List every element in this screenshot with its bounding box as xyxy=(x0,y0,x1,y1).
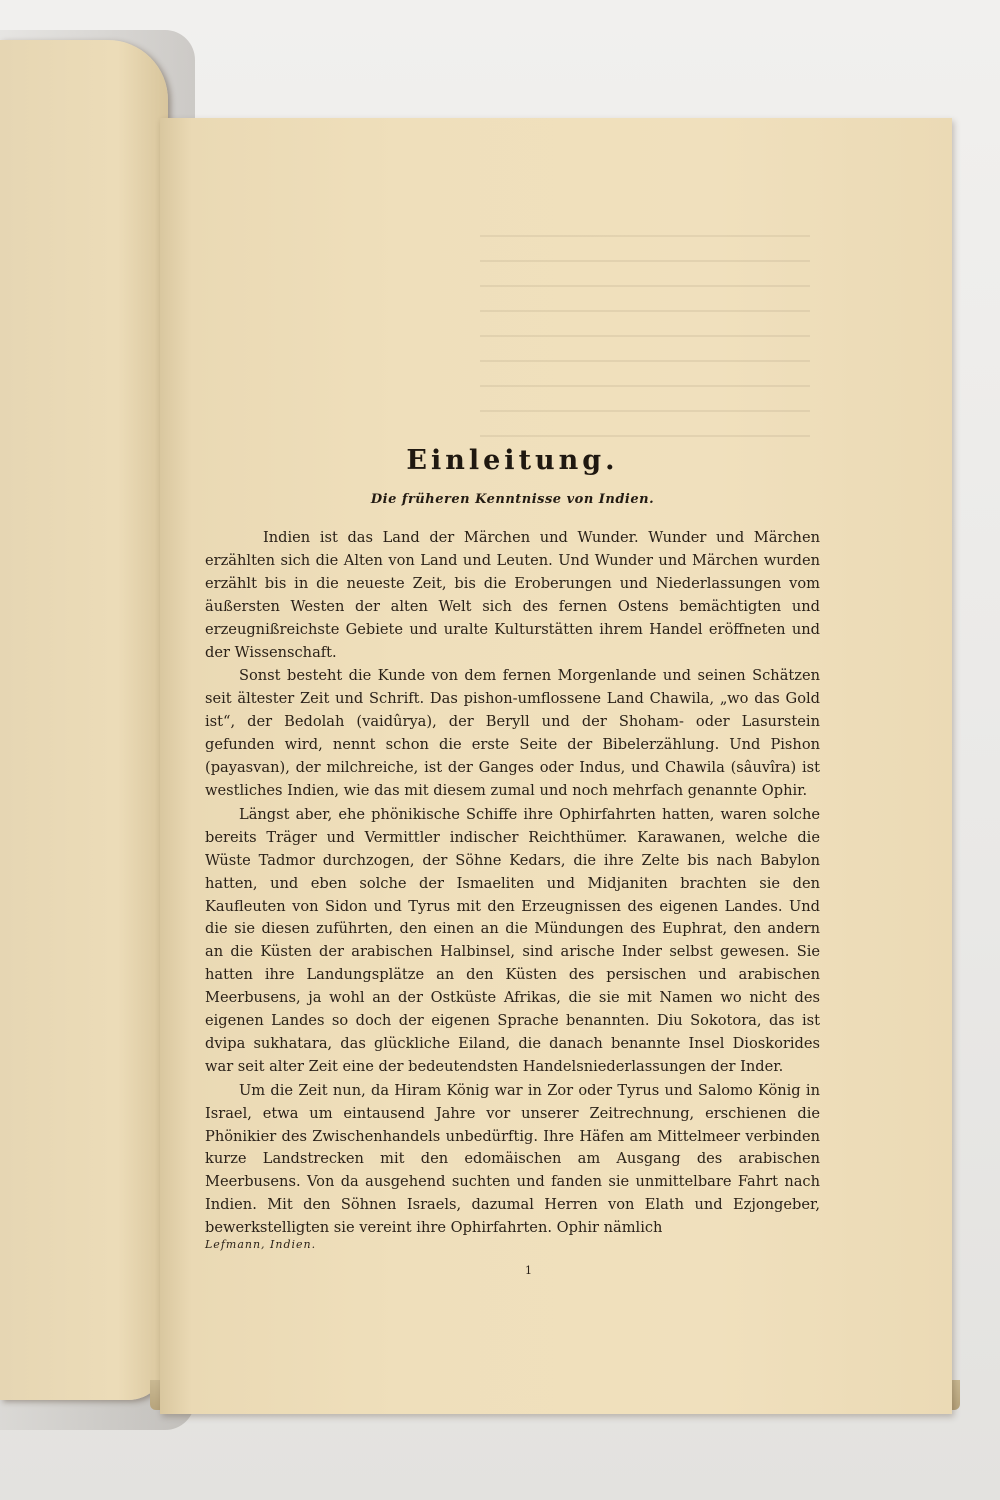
footer-author: Lefmann, Indien. xyxy=(205,1238,317,1251)
left-page xyxy=(0,40,168,1400)
page-footer xyxy=(205,1238,820,1278)
paragraph-1: Indien ist das Land der Märchen und Wunder. Wunder und Märchen erzählten sich die Alten von Land und Leuten. Und Wunder und Märchen wurden erzählt bis in die neueste Zeit, bis die Eroberungen und Niederlassungen vom äußersten Westen der alten Welt sich des fernen Ostens bemächtigten und erzeugnißreichste Gebiete und uralte Kulturstätten ihrem Handel eröffneten und der Wissenschaft. xyxy=(205,529,820,661)
page-text-block xyxy=(205,445,820,1241)
chapter-subheading: Die früheren Kenntnisse von Indien. xyxy=(370,492,655,507)
signature-mark: 1 xyxy=(525,1264,532,1277)
paragraph-3: Längst aber, ehe phönikische Schiffe ihre Ophirfahrten hatten, waren solche bereits Träger und Vermittler indischer Reichthümer. Karawanen, welche die Wüste Tadmor durchzogen, der Söhne Kedars, die ihre Zelte bis nach Babylon hatten, und eben solche der Ismaeliten und Midjaniten brachten sie den Kaufleuten von Sidon und Tyrus mit den Erzeugnissen des eigenen Landes. Und die sie diesen zuführten, den einen an die Mündungen des Euphrat, den andern an die Küsten der arabischen Halbinsel, sind arische Inder selbst gewesen. Sie hatten ihre Landungsplätze an den Küsten des persischen und arabischen Meerbusens, ja wohl an der Ostküste Afrikas, die sie mit Namen wo nicht des eigenen Landes so doch der eigenen Sprache benannten. Diu Sokotora, das ist dvipa sukhatara, das glückliche Eiland, die danach benannte Insel Dioskorides war seit alter Zeit eine der bedeutendsten Handelsniederlassungen der Inder. xyxy=(205,805,820,1075)
paragraph-2: Sonst besteht die Kunde von dem fernen Morgenlande und seinen Schätzen seit ältester Zeit und Schrift. Das pishon-umflossene Land Chawila, „wo das Gold ist“, der Bedolah (vaidûrya), der Beryll und der Shoham- oder Lasurstein gefunden wird, nennt schon die erste Seite der Bibelerzählung. Und Pishon (payasvan), der milchreiche, ist der Ganges oder Indus, und Chawila (sâuvîra) ist westliches Indien, wie das mit diesem zumal und noch mehrfach genannte Ophir. xyxy=(205,667,820,799)
paragraph-4: Um die Zeit nun, da Hiram König war in Zor oder Tyrus und Salomo König in Israel, etwa um eintausend Jahre vor unserer Zeitrechnung, erschienen die Phönikier des Zwischenhandels unbedürftig. Ihre Häfen am Mittelmeer verbinden kurze Landstrecken mit den edomäischen am Ausgang des arabischen Meerbusens. Von da ausgehend suchten und fanden sie unmittelbare Fahrt nach Indien. Mit den Söhnen Israels, dazumal Herren von Elath und Ezjongeber, bewerkstelligten sie vereint ihre Ophirfahrten. Ophir nämlich xyxy=(205,1081,820,1237)
chapter-heading: Einleitung. xyxy=(406,445,619,476)
